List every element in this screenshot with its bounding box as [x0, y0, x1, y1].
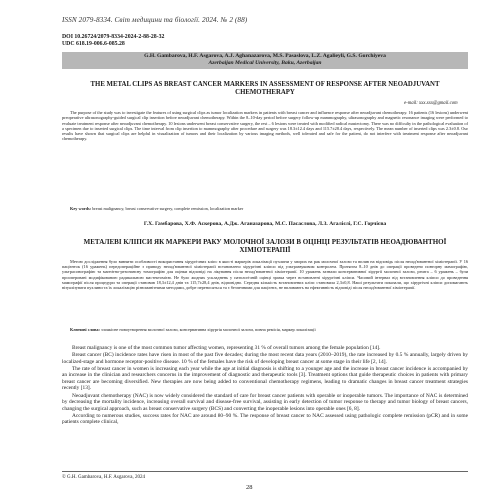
keywords-text-uk: злоякісне новоутворення молочної залози, консервативна хірургія молочної залози, повна ремісія, маркер локалізації: [101, 327, 316, 332]
authors-en: G.H. Gambarova, H.F. Asgarova, A.J. Aghanazarova, M.S. Pasaslova, L.Z. Agalieyli, G.S. Gorchiyeva: [144, 53, 386, 59]
doi-block: [62, 34, 164, 48]
keywords-label-uk: Ключові слова:: [70, 327, 100, 332]
keywords-label-en: Key words:: [70, 206, 92, 211]
body-paragraph: Neoadjuvant chemotherapy (NAC) is now widely considered the standard of care for breast cancer patients with operable or inoperable tumors. The importance of NAC is determined by decreasing the mortality incidence, increasing overall survival and disease-free survival, assisting in early detection of tumor response to therapy and tumor biology of breast cancers, changing the surgical approach, such as breast conservative surgery (BCS) and converting the inoperable lesions into operable ones [6, 8].: [62, 392, 468, 412]
body-paragraph: Breast malignancy is one of the most common tumor affecting women, representing 31 % of overall tumors among the female population [14].: [72, 345, 381, 351]
page-number: 28: [246, 484, 253, 491]
doi-line[interactable]: DOI 10.26724/2079-8334-2024-2-88-28-32: [62, 34, 165, 40]
body-paragraph: The rate of breast cancer in women is increasing each year while the age at initial diagnosis is shifting to a younger age and the increase in breast cancer incidence is accompanied by an increase in the clinician and researchers concerns in the improvement of diagnostic and therapeutic tools [3]. Treatment options that guide therapeutic choices in patients with primary breast cancer are becoming diversified. New therapies are now being added to conventional chemotherapy regimens, leading to dramatic changes in breast cancer treatment strategies recently [13].: [62, 365, 468, 392]
author-box-en: [62, 52, 468, 69]
authors-uk: Г.Х. Гамбарова, Х.Ф. Аскерова, А.Дж. Аганазарова, М.С. Пасаслова, Л.З. Агалієлі, Г.С. Горчієва: [143, 221, 387, 227]
contact-email[interactable]: e-mail: xxx.xxx@gmail.com: [404, 101, 458, 106]
article-body: [62, 345, 468, 427]
abstract-en: The purpose of the study was to investigate the features of using surgical clips as tumor localization markers in patients with breast cancer and influence response after neoadjuvant chemotherapy. 16 patients (16 lesions) underwent preoperative ultrasonography-guided surgical clip insertion before neoadjuvant chemotherapy. Within the 8–10-day period before surgery follow-up mammography, ultrasonography and magnetic resonance imaging were performed to evaluate treatment response after neoadjuvant chemotherapy. 10 lesions underwent breast conservative surgery, the rest – 6 lesions were treated with modified radical mastectomy. There was no difficulty in the pathological evaluation of a specimen due to inserted surgical clips. The time interval from clip insertion to mammography after procedure and surgery was 18.3±12.4 days and 115.7±28.4 days, respectively. The mean number of inserted clips was 2.3±0.8. Our results have shown that surgical clips are helpful in visualization of tumors and their localization by various imaging methods, well tolerated and safe for the patient, do not interfere with treatment response after neoadjuvant chemotherapy.: [62, 110, 468, 142]
affiliation-en: Azerbaijan Medical University, Baku, Azerbaijan: [208, 60, 322, 67]
article-title-en: THE METAL CLIPS AS BREAST CANCER MARKERS IN ASSESSMENT OF RESPONSE AFTER NEOADJUVANT CHEMOTHERAPY: [90, 81, 440, 96]
body-paragraph: According to numerous studies, success rates for NAC are around 80–90 %. The response of breast cancer to NAC assessed using pathologic complete remission (pCR) and in some patients complete clinical,: [62, 412, 468, 426]
keywords-uk: [62, 327, 468, 332]
keywords-text-en: breast malignancy, breast conservative surgery, complete remission, localization marker: [92, 206, 244, 211]
footer-divider: [62, 471, 468, 472]
udc-line: UDC 618.19-006.6-085.28: [62, 41, 125, 47]
keywords-en: [62, 206, 468, 211]
article-title-uk: МЕТАЛЕВІ КЛІПСИ ЯК МАРКЕРИ РАКУ МОЛОЧНОЇ ЗАЛОЗИ В ОЦІНЦІ РЕЗУЛЬТАТІВ НЕОАДЮВАНТНОЇ ХІМІОТЕРАПІЇ: [83, 238, 447, 255]
body-paragraph: Breast cancer (BC) incidence rates have risen in most of the past five decades; during the most recent data years (2010–2019), the rate increased by 0.5 % annually, largely driven by localized-stage and hormone receptor-positive disease. 10 % of the females have the risk of developing breast cancer at some stage in their life [2, 14].: [62, 352, 468, 365]
journal-header: ISSN 2079-8334. Світ медицини та біології. 2024. № 2 (88): [62, 16, 248, 24]
copyright-notice: © G.H. Gambarova, H.F. Asgarova, 2024: [62, 475, 145, 480]
abstract-uk: Метою дослідження було вивчити особливості використання хірургічних кліпс в якості маркерів локалізації пухлини у хворих на рак молочної залози та вплив на відповідь після неоад'ювантної хіміотерапії. У 16 пацієнток (16 уражень) передопераційне з приводу неоад'ювантної хіміотерапії встановлено хірургічні кліпси під ультразвуковим контролем. Протягом 8–10 днів до операції проведено повторну мамографію, ультрасонографію та магнітно-резонансну томографію для оцінки відповіді на лікування після неоад'ювантної хіміотерапії. 10 уражень зазнали консервативної хірургії молочної залози, решта – 6 уражень – були прооперовані модифікованою радикальною мастектомією. Не було жодних ускладнень у патологічній оцінці зразка через встановлені хірургічні кліпси. Часовий інтервал від встановлення кліпси до проведення мамографії після процедури та операції становив 18,3±12,4 днів та 115,7±28,4 днів, відповідно. Середня кількість встановлених кліпс становила 2,3±0,8. Наші результати показали, що хірургічні кліпси допомагають візуалізувати пухлини та їх локалізацію різноманітними методами, добре переносяться та є безпечними для пацієнта, не впливають на ефективність відповіді після неоад'ювантної хіміотерапії.: [62, 259, 468, 291]
